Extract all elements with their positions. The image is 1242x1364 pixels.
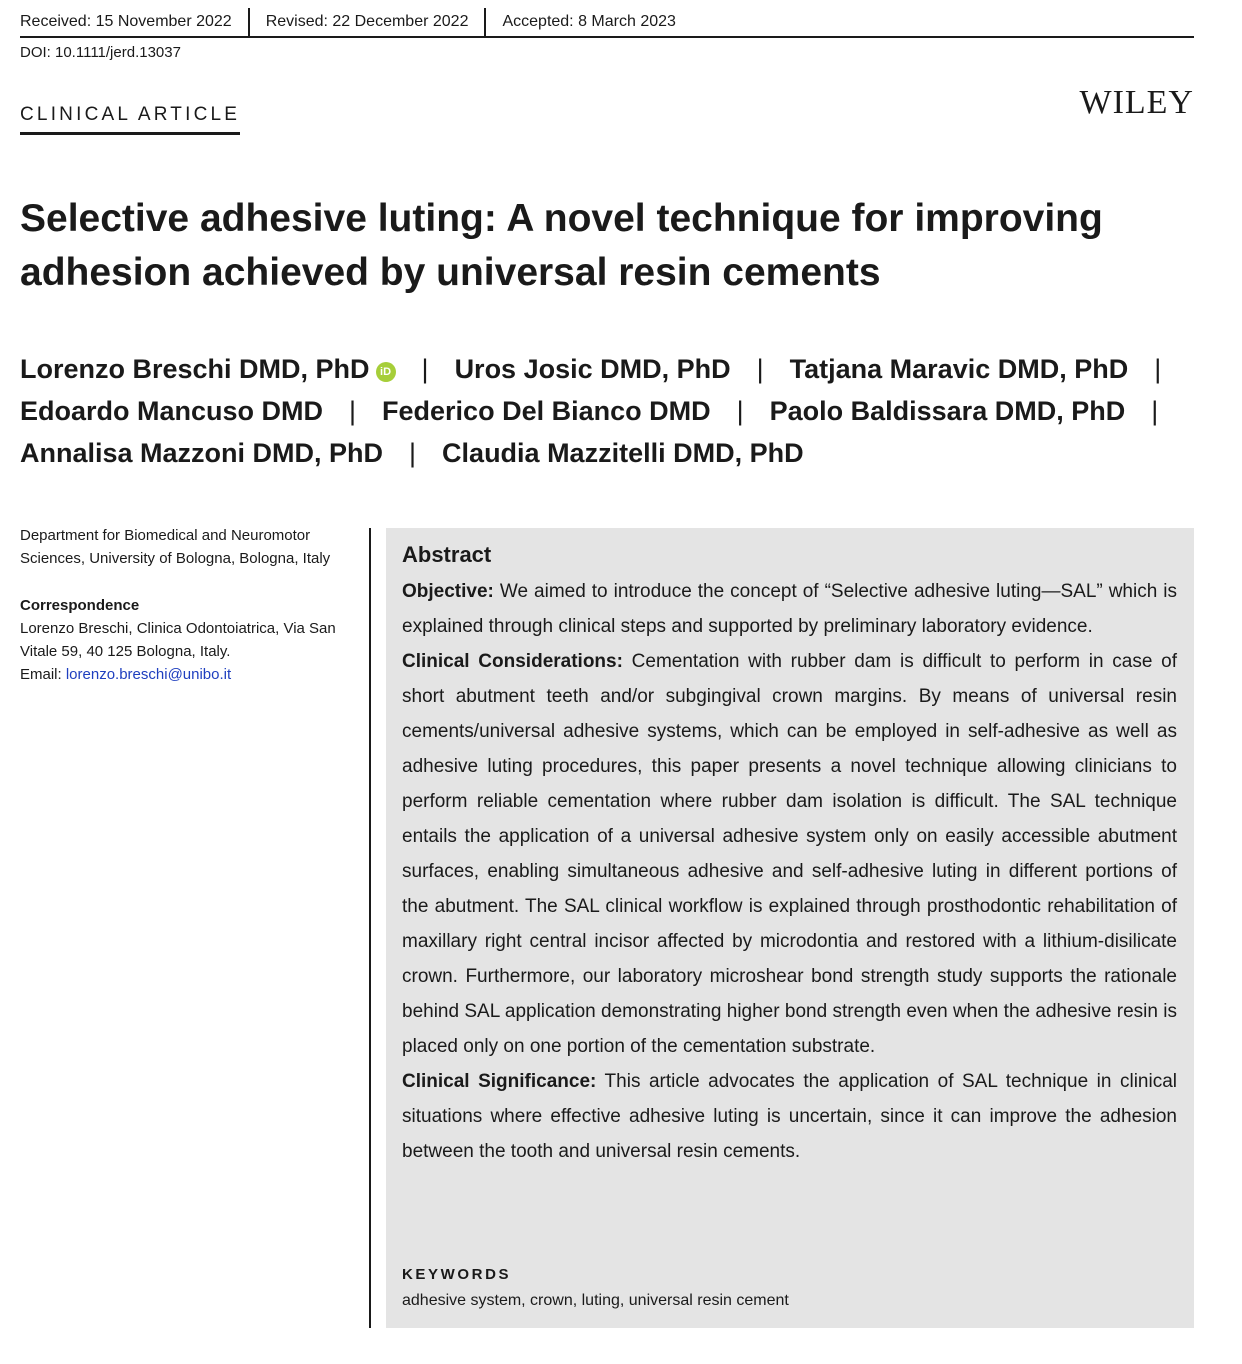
- dates-bar: [20, 10, 692, 34]
- abstract-objective: [402, 574, 1177, 644]
- author-separator: |: [756, 354, 764, 384]
- author[interactable]: Paolo Baldissara DMD, PhD: [769, 396, 1126, 426]
- author[interactable]: Lorenzo Breschi DMD, PhD: [20, 354, 370, 384]
- revised-date: Revised: 22 December 2022: [265, 13, 469, 30]
- doi: DOI: 10.1111/jerd.13037: [20, 44, 181, 61]
- author[interactable]: Edoardo Mancuso DMD: [20, 396, 324, 426]
- department-line: Department for Biomedical and Neuromotor: [20, 527, 311, 544]
- author-separator: |: [421, 354, 429, 384]
- correspondence-address: Lorenzo Breschi, Clinica Odontoiatrica, Via San: [20, 620, 336, 637]
- email-link[interactable]: lorenzo.breschi@unibo.it: [65, 666, 232, 683]
- author-separator: |: [1154, 354, 1162, 384]
- article-page: [20, 0, 1194, 1364]
- author[interactable]: Uros Josic DMD, PhD: [454, 354, 731, 384]
- department-line: Sciences, University of Bologna, Bologna, Italy: [20, 550, 331, 567]
- author[interactable]: Annalisa Mazzoni DMD, PhD: [20, 438, 384, 468]
- correspondence-address: Vitale 59, 40 125 Bologna, Italy.: [20, 643, 231, 660]
- article-title: Selective adhesive luting: A novel technique for improving adhesion achieved by universal resin cements: [20, 197, 1103, 294]
- clinical-text: Cementation with rubber dam is difficult to perform in case of short abutment teeth and/or subgingival crown margins. By means of universal resin cements/universal adhesive systems, which can be employed in self-adhesive as well as adhesive luting procedures, this paper presents a novel technique allowing clinicians to perform reliable cementation where rubber dam isolation is difficult. The SAL technique entails the application of a universal adhesive system only on easily accessible abutment surfaces, enabling simultaneous adhesive and self-adhesive luting in different portions of the abutment. The SAL clinical workflow is explained through prosthodontic rehabilitation of maxillary right central incisor affected by microdontia and restored with a lithium-disilicate crown. Furthermore, our laboratory microshear bond strength study supports the rationale behind SAL application demonstrating higher bond strength even when the adhesive resin is placed only on one portion of the cementation substrate.: [402, 651, 1177, 1057]
- abstract-box: [386, 528, 1194, 1328]
- author-separator: |: [736, 396, 744, 426]
- keywords-heading: KEYWORDS: [402, 1266, 512, 1283]
- publisher-logo: WILEY: [1079, 84, 1194, 121]
- column-divider: [369, 528, 371, 1328]
- author-list: [20, 348, 1194, 474]
- author-separator: |: [1151, 396, 1159, 426]
- affiliation-sidebar: [20, 524, 360, 686]
- abstract-heading: Abstract: [402, 542, 492, 567]
- objective-label: Objective:: [402, 581, 494, 602]
- keywords-list: adhesive system, crown, luting, universal resin cement: [402, 1292, 789, 1309]
- received-date: Received: 15 November 2022: [20, 13, 232, 30]
- significance-text: This article advocates the application of SAL technique in clinical situations where effective adhesive luting is uncertain, since it can improve the adhesion between the tooth and universal resin cements.: [402, 1071, 1177, 1162]
- objective-text: We aimed to introduce the concept of “Selective adhesive luting—SAL” which is explained through clinical steps and supported by preliminary laboratory evidence.: [402, 581, 1177, 637]
- author[interactable]: Claudia Mazzitelli DMD, PhD: [442, 438, 804, 468]
- clinical-label: Clinical Considerations:: [402, 651, 623, 672]
- significance-label: Clinical Significance:: [402, 1071, 597, 1092]
- header-rule: [20, 36, 1194, 38]
- orcid-icon[interactable]: iD: [376, 362, 396, 382]
- author[interactable]: Federico Del Bianco DMD: [382, 396, 711, 426]
- author-separator: |: [409, 438, 417, 468]
- author[interactable]: Tatjana Maravic DMD, PhD: [789, 354, 1129, 384]
- author-separator: |: [349, 396, 357, 426]
- accepted-date: Accepted: 8 March 2023: [502, 13, 676, 30]
- article-type-label: CLINICAL ARTICLE: [20, 104, 240, 135]
- abstract-clinical-considerations: [402, 644, 1177, 1064]
- email-line: [20, 663, 360, 686]
- correspondence-heading: Correspondence: [20, 597, 140, 614]
- email-label: Email:: [20, 666, 66, 683]
- abstract-clinical-significance: [402, 1064, 1177, 1169]
